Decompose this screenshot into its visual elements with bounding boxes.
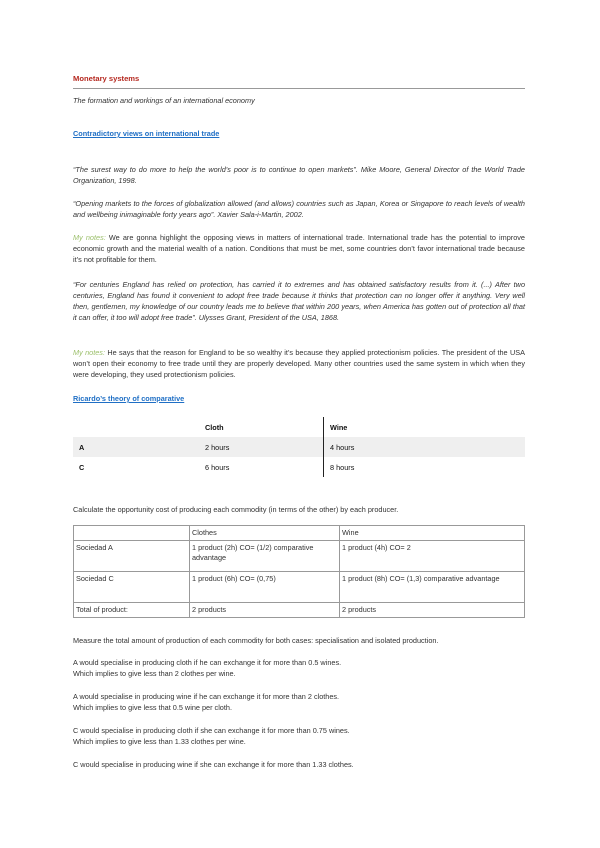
table-header-cell: Wine [324,417,526,437]
table-cell: 2 hours [193,437,324,457]
table-cell: C [79,462,85,472]
my-notes-paragraph-1 [73,232,525,265]
specialisation-line-c1: C would specialise in producing cloth if she can exchange it for more than 0.75 wines. [73,726,350,735]
quote-ulysses-grant: “For centuries England has relied on protection, has carried it to extremes and has obtained satisfactory results from it. (...) After two centuries, England has found it convenient to adopt free trade because it thinks that protection can no longer offer it anything. Very well then, gentlemen, my knowledge of our country leads me to believe that within 200 years, when America has gotten out of protection all that it can offer, it too will adopt free trade”. Ulysses Grant, President of the USA, 1868. [73,280,525,322]
specialisation-line-a2: Which implies to give less than 2 clothes per wine. [73,669,236,678]
section-heading-ricardo [73,393,525,404]
quote-mike-moore: “The surest way to do more to help the world’s poor is to continue to open markets”. Mike Moore, General Director of the World Trade Organization, 1998. [73,165,525,185]
ricardo-theory-link[interactable]: Ricardo’s theory of comparative [73,394,185,403]
table-cell: 1 product (4h) CO= 2 [340,541,525,572]
specialisation-line-c2: Which implies to give less than 1.33 clothes per wine. [73,737,246,746]
opportunity-cost-table [73,525,525,618]
table-cell: 4 hours [324,437,526,457]
table-cell: Sociedad A [74,541,190,572]
my-notes-text: We are gonna highlight the opposing views in matters of international trade. International trade has the potential to improve economic growth and the material wealth of a nation. Conditions that must be met, some countries don’t favor international trade because it’s not profitable for them. [73,233,525,264]
table-row [74,572,525,603]
title-divider [73,88,525,89]
specialisation-line-a3: A would specialise in producing wine if he can exchange it for more than 2 clothes. [73,692,340,701]
document-title: Monetary systems [73,74,140,83]
table-cell: 8 hours [324,457,526,477]
table-row [73,457,525,477]
measure-instruction: Measure the total amount of production of each commodity for both cases: specialisation and isolated production. [73,636,439,645]
document-subtitle: The formation and workings of an international economy [73,96,255,105]
production-hours-table [73,417,525,477]
table-cell: Sociedad C [74,572,190,603]
my-notes-label: My notes: [73,348,105,357]
quote-sala-i-martin: “Opening markets to the forces of globalization allowed (and allows) countries such as Japan, Korea or Singapore to reach levels of wealth and wellbeing inimaginable forty years ago”. Xavier Sala-i-Martin, 2002. [73,199,525,219]
specialisation-line-c3: C would specialise in producing wine if she can exchange it for more than 1.33 clothes. [73,760,354,769]
table-header-cell [74,526,190,541]
table-header-row [74,526,525,541]
contradictory-views-link[interactable]: Contradictory views on international trade [73,129,220,138]
table-header-row [73,417,525,437]
table-cell: A [73,437,193,457]
table-cell: 1 product (8h) CO= (1,3) comparative advantage [340,572,525,603]
table-row [73,437,525,457]
section-heading-contradictory-views [73,128,525,139]
opportunity-cost-instruction: Calculate the opportunity cost of producing each commodity (in terms of the other) by each producer. [73,505,399,514]
table-row [74,541,525,572]
table-cell: Total of product: [74,603,190,618]
table-row [74,603,525,618]
table-cell: 2 products [190,603,340,618]
table-header-cell: Wine [340,526,525,541]
specialisation-line-a1: A would specialise in producing cloth if he can exchange it for more than 0.5 wines. [73,658,342,667]
table-header-cell [73,417,193,437]
table-header-cell: Cloth [205,422,224,432]
my-notes-text: He says that the reason for England to be so wealthy it’s because they applied protectionism policies. The president of the USA won’t open their economy to free trade until they are properly developed. Many other countries used the same system in which when they were developing, they used protectionism policies. [73,348,525,379]
specialisation-line-a4: Which implies to give less that 0.5 wine per cloth. [73,703,232,712]
table-cell: 1 product (6h) CO= (0,75) [190,572,340,603]
my-notes-label: My notes: [73,233,106,242]
table-cell: 1 product (2h) CO= (1/2) comparative advantage [190,541,340,572]
table-cell: 6 hours [205,462,230,472]
table-header-cell: Clothes [190,526,340,541]
my-notes-paragraph-2 [73,347,525,380]
table-cell: 2 products [340,603,525,618]
